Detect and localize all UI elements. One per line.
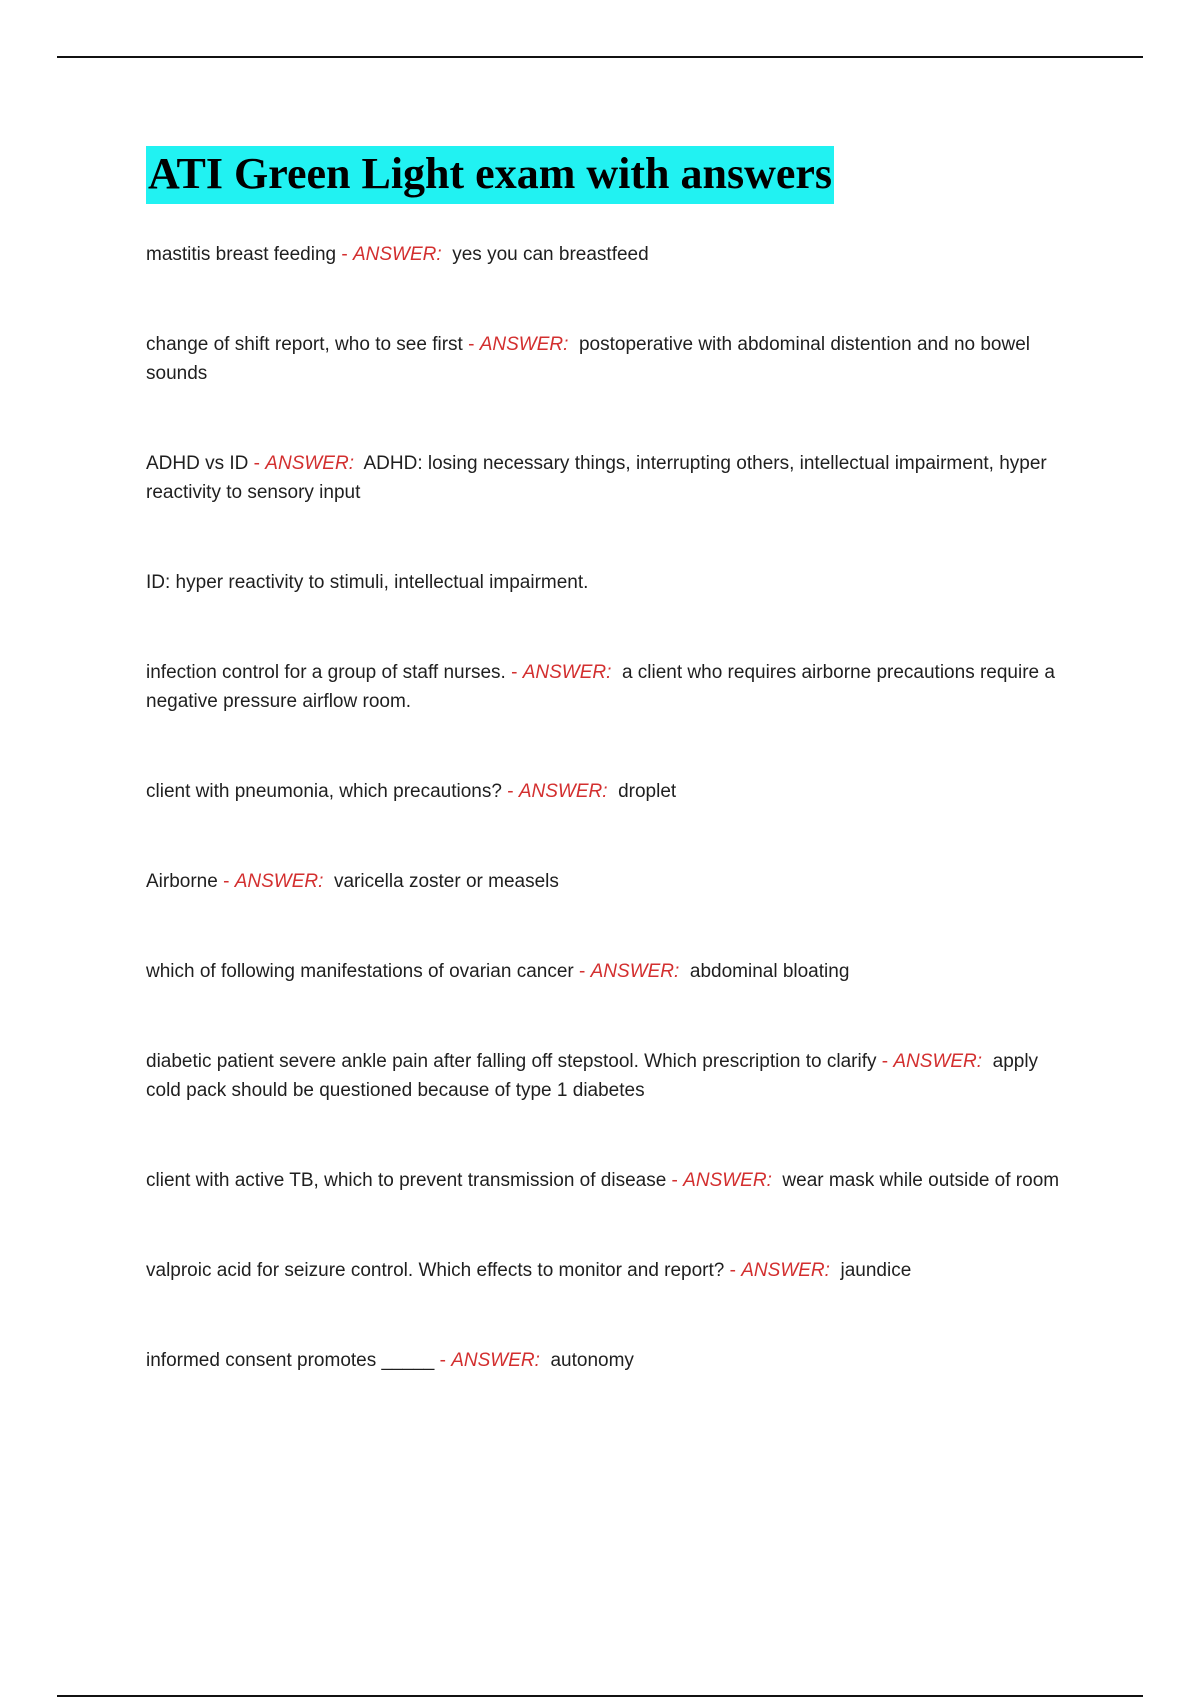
continuation-text: ID: hyper reactivity to stimuli, intellectual impairment. xyxy=(146,572,589,593)
qa-item xyxy=(146,568,1076,597)
question-text: client with active TB, which to prevent transmission of disease xyxy=(146,1170,667,1191)
question-text: mastitis breast feeding xyxy=(146,244,337,265)
answer-text: postoperative with abdominal distention and no bowel sounds xyxy=(146,334,1031,384)
answer-separator: - xyxy=(434,1350,452,1371)
question-text: Airborne xyxy=(146,871,218,892)
answer-text: apply cold pack should be questioned because of type 1 diabetes xyxy=(146,1051,1039,1101)
qa-item xyxy=(146,658,1076,716)
answer-text: ADHD: losing necessary things, interrupting others, intellectual impairment, hyper reactivity to sensory input xyxy=(146,453,1047,503)
answer-text: jaundice xyxy=(840,1260,912,1281)
answer-label: ANSWER: xyxy=(590,961,680,982)
qa-item xyxy=(146,867,1076,896)
question-text: ADHD vs ID xyxy=(146,453,249,474)
question-text: valproic acid for seizure control. Which effects to monitor and report? xyxy=(146,1260,725,1281)
question-text: informed consent promotes _____ xyxy=(146,1350,435,1371)
answer-separator: - xyxy=(666,1170,684,1191)
answer-label: ANSWER: xyxy=(522,662,612,683)
answer-separator: - xyxy=(217,871,235,892)
answer-label: ANSWER: xyxy=(893,1051,983,1072)
answer-label: ANSWER: xyxy=(352,244,442,265)
document-title: ATI Green Light exam with answers xyxy=(146,146,834,204)
answer-text: droplet xyxy=(618,781,677,802)
answer-label: ANSWER: xyxy=(234,871,324,892)
answer-text: yes you can breastfeed xyxy=(452,244,649,265)
question-text: infection control for a group of staff nurses. xyxy=(146,662,506,683)
question-text: client with pneumonia, which precautions? xyxy=(146,781,502,802)
question-text: which of following manifestations of ovarian cancer xyxy=(146,961,574,982)
answer-label: ANSWER: xyxy=(683,1170,772,1191)
qa-item xyxy=(146,1047,1076,1105)
answer-text: wear mask while outside of room xyxy=(782,1170,1060,1191)
answer-label: ANSWER: xyxy=(265,453,354,474)
answer-separator: - xyxy=(501,781,519,802)
qa-item xyxy=(146,957,1076,986)
document-body xyxy=(146,146,1076,1436)
answer-separator: - xyxy=(336,244,353,265)
answer-label: ANSWER: xyxy=(451,1350,540,1371)
qa-item xyxy=(146,1256,1076,1285)
answer-label: ANSWER: xyxy=(479,334,569,355)
qa-item xyxy=(146,1166,1076,1195)
bottom-rule xyxy=(57,1695,1143,1697)
answer-label: ANSWER: xyxy=(518,781,608,802)
qa-item xyxy=(146,240,1076,269)
question-text: diabetic patient severe ankle pain after falling off stepstool. Which prescription to clarify xyxy=(146,1051,877,1072)
question-text: change of shift report, who to see first xyxy=(146,334,463,355)
answer-text: a client who requires airborne precautions require a negative pressure airflow room. xyxy=(146,662,1055,712)
answer-separator: - xyxy=(505,662,523,683)
answer-separator: - xyxy=(248,453,266,474)
answer-separator: - xyxy=(876,1051,894,1072)
qa-item xyxy=(146,1346,1076,1375)
answer-text: abdominal bloating xyxy=(689,961,850,982)
qa-item xyxy=(146,449,1076,507)
answer-separator: - xyxy=(462,334,480,355)
qa-list xyxy=(146,240,1076,1375)
qa-item xyxy=(146,330,1076,388)
answer-separator: - xyxy=(573,961,591,982)
top-rule xyxy=(57,56,1143,58)
answer-separator: - xyxy=(724,1260,742,1281)
answer-label: ANSWER: xyxy=(741,1260,830,1281)
answer-text: varicella zoster or measels xyxy=(333,871,559,892)
qa-item xyxy=(146,777,1076,806)
answer-text: autonomy xyxy=(550,1350,634,1371)
